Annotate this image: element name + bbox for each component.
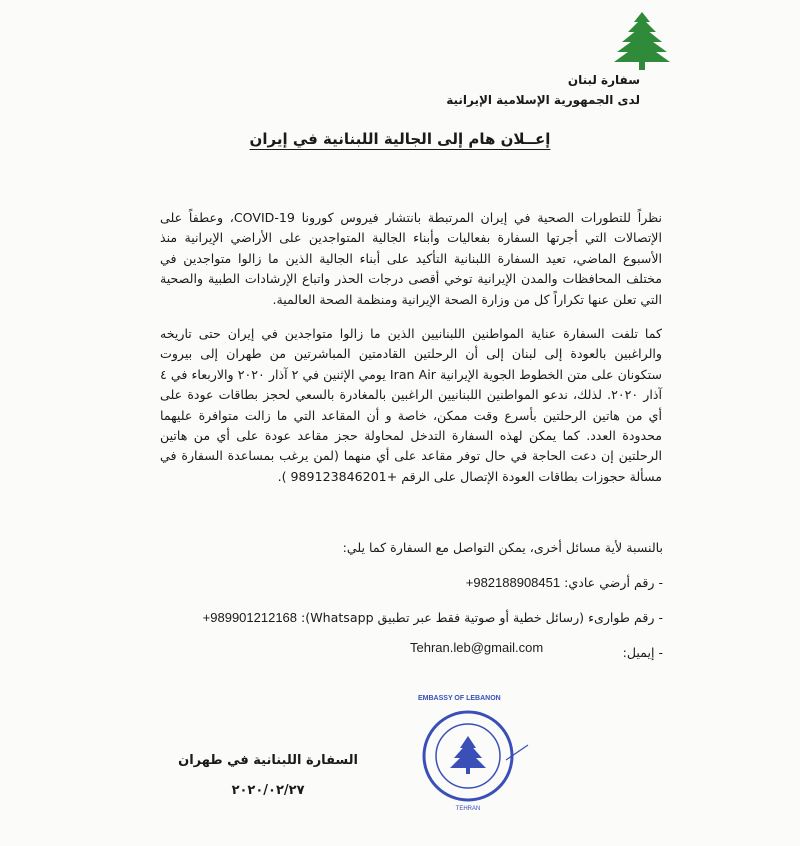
announcement-body xyxy=(160,208,662,501)
email-address: Tehran.leb@gmail.com xyxy=(410,640,544,655)
stamp-city: TEHRAN xyxy=(455,806,481,812)
landline-label: - رقم أرضي عادي: xyxy=(564,575,663,590)
announcement-title: إعــلان هام إلى الجالية اللبنانية في إيران xyxy=(249,130,551,148)
signature-block xyxy=(178,746,358,806)
paragraph: كما تلفت السفارة عناية المواطنين اللبنانيين الذين ما زالوا متواجدين في إيران حتى تاريخه والراغبين بالعودة إلى لبنان إلى أن الرحلتين القادمتين المباشرتين من طهران إلى بيروت ستكونان على متن الخطوط الجوية الإيرانية Iran Air يومي الإثنين في ٢ آذار ٢٠٢٠ والاربعاء في ٤ آذار ٢٠٢٠. لذلك، ندعو المواطنين اللبنانيين الراغبين بالمغادرة بالسعي لحجز بطاقات عودة على أي من هاتين الرحلتين بأسرع وقت ممكن، خاصة و أن المقاعد التي ما زالت متوافرة عليهما محدودة العدد. كما يمكن لهذه السفارة التدخل لمحاولة حجز مقاعد عودة على أي من هاتين الرحلتين إن دعت الحاجة في حال توفر مقاعد على أي منهما (لمن يرغب بمساعدة السفارة في مسألة حجوزات بطاقات العودة الإتصال على الرقم +989123846201 ). xyxy=(160,326,662,484)
letterhead-embassy: سفارة لبنان xyxy=(567,73,640,87)
emergency-row xyxy=(203,608,663,628)
contact-intro: بالنسبة لأية مسائل أخرى، يمكن التواصل مع السفارة كما يلي: xyxy=(342,540,663,555)
email-label: - إيميل: xyxy=(622,645,663,660)
landline-number: +982188908451 xyxy=(465,575,561,590)
letterhead xyxy=(446,70,640,110)
emergency-label: - رقم طوارىء (رسائل خطية أو صوتية فقط عبر تطبيق Whatsapp): xyxy=(301,610,663,625)
paragraph: نظراً للتطورات الصحية في إيران المرتبطة بانتشار فيروس كورونا COVID-19، وعطفاً على الإتصالات التي أجرتها السفارة بفعاليات وأبناء الجالية المتواجدين على الأراضي الإيرانية منذ الأسبوع الماضي، تعيد السفارة اللبنانية التأكيد على أبناء الجالية الذين ما زالوا متواجدين في مختلف المحافظات والمدن الإيرانية توخي أقصى درجات الحذر واتباع الإرشادات الطبية والصحية التي تعلن عنها تكراراً كل من وزارة الصحة الإيرانية ومنظمة الصحة العالمية. xyxy=(160,210,662,307)
cedar-icon xyxy=(612,10,672,72)
emergency-number: +989901212168 xyxy=(202,610,298,625)
embassy-stamp-icon xyxy=(418,695,518,816)
landline-row xyxy=(203,573,663,593)
stamp-text: EMBASSY OF LEBANON xyxy=(418,695,501,702)
letterhead-host: لدى الجمهورية الإسلامية الإيرانية xyxy=(446,93,640,107)
signature-name: السفارة اللبنانية في طهران xyxy=(178,753,358,768)
contact-list xyxy=(203,538,663,678)
signature-date: ٢٠٢٠/٠٢/٢٧ xyxy=(231,783,305,798)
